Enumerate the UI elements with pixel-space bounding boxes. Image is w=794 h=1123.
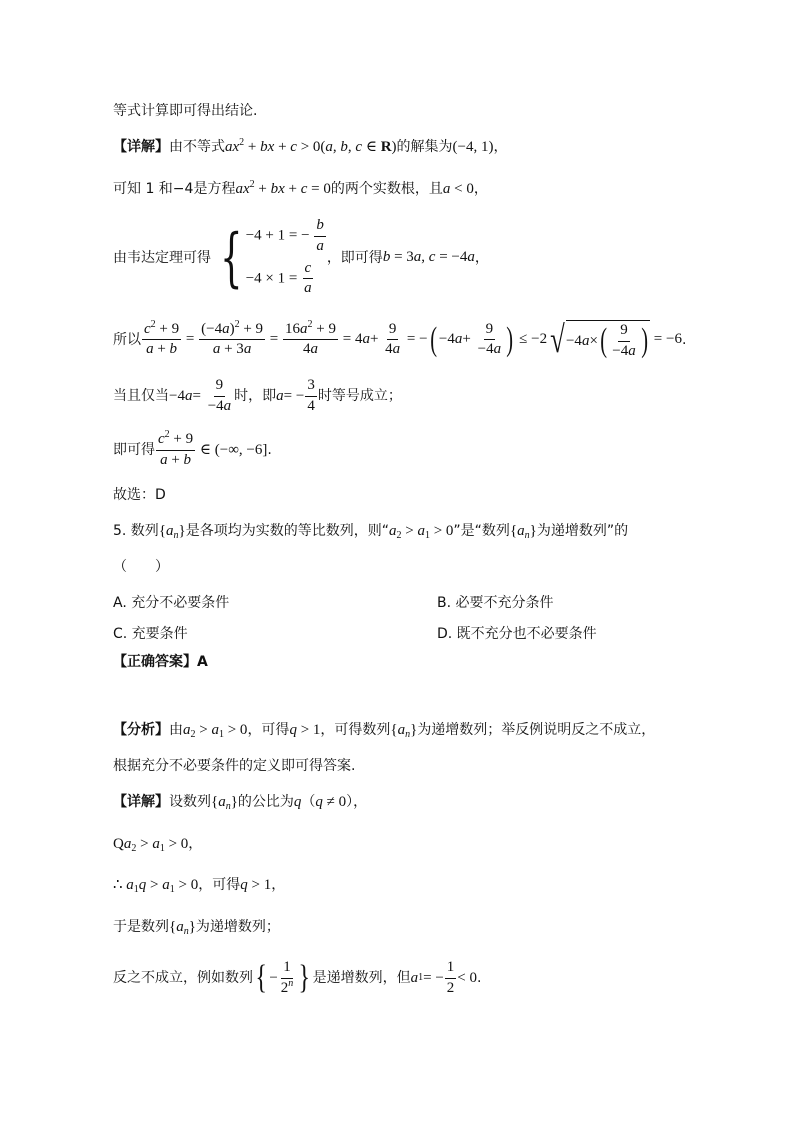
- question-5: [113, 524, 628, 539]
- detail-tag: 【详解】: [113, 794, 169, 810]
- text-span: 为递增数列”的: [536, 523, 629, 539]
- text-span: 是递增数列，但: [312, 970, 411, 987]
- text-line-4: 由韦达定理可得 { −4 + 1 = − $\frac{b}{a}$ −4 × 1 = $\frac{c}{a}$ ，即可得 b = 3a, c = −4a ，: [113, 217, 489, 297]
- text-line-7: 即可得 $\frac{c^2 + 9}{a + b}$ ∈ (−∞, −6] .: [113, 429, 272, 468]
- text-span: 由韦达定理可得: [113, 249, 211, 266]
- math-derivation: $\frac{c^2 + 9}{a + b}$ = $\frac{(-4a)^2 + 9}{a + 3a}$ = $\frac{16a^2 + 9}{4a}$ = 4 a + $\frac{9}{4a}$ = − ( −4 a + $\frac{9}{-4a}$ ) ≤ −2 √ −4 a × ( $\frac{9}{-4a}$ ) = −6: [144, 318, 682, 361]
- text-line-6: [113, 378, 402, 415]
- text-span: 反之不成立，例如数列: [113, 970, 253, 987]
- text-span: 由不等式: [169, 139, 225, 155]
- text-span: ），: [346, 794, 368, 810]
- text-span: 即可得: [113, 442, 155, 459]
- text-span: 时等号成立；: [317, 388, 402, 405]
- detail-line-5: 反之不成立，例如数列 { − $\frac{1}{2^n}$ } 是递增数列，但 a 1 = − $\frac{1}{2}$ < 0 .: [113, 959, 482, 997]
- text-span: ，可得: [247, 722, 290, 738]
- text-line-1: 等式计算即可得出结论.: [113, 103, 258, 119]
- text-span: 的解集为: [396, 139, 453, 155]
- detail-line-4: [113, 920, 280, 935]
- text-span: 为递增数列；举反例说明反之不成立，: [417, 722, 656, 738]
- math-range: $\frac{c^2 + 9}{a + b}$ ∈ (−∞, −6]: [158, 429, 268, 468]
- math-sequence: $\{a_n\}$: [509, 523, 537, 541]
- math-inequality: $ax^2$ + bx + c > 0(a, b, c ∈ R): [225, 137, 397, 155]
- math-equality-condition: −4 a = $\frac{9}{-4a}$: [169, 377, 232, 414]
- text-span: 为递增数列；: [195, 919, 280, 935]
- text-span: 是各项均为实数的等比数列，则“: [185, 523, 389, 539]
- math-system: −4 + 1 = − $\frac{b}{a}$ −4 × 1 = $\frac{c}{a}$: [245, 217, 324, 297]
- option-b: B. 必要不充分条件: [437, 595, 554, 611]
- math-condition: $Qa_2 > a_1 > 0$: [113, 836, 189, 854]
- text-span: 的两个实数根，且: [330, 181, 443, 197]
- detail-line-2: $Qa_2 > a_1 > 0$，: [113, 836, 203, 854]
- text-span: 时，即: [234, 388, 277, 405]
- correct-answer: 【正确答案】A: [113, 654, 208, 670]
- text-span: 由: [169, 722, 183, 738]
- text-span: 可知 1 和−4是方程: [113, 181, 236, 197]
- text-span: 当且仅当: [113, 388, 169, 405]
- analysis-tag: 【分析】: [113, 722, 169, 738]
- math-condition: $a_2 > a_1 > 0$: [388, 523, 454, 541]
- text-span: ，即可得: [326, 249, 383, 266]
- option-d: D. 既不充分也不必要条件: [437, 626, 597, 642]
- math-result: b = 3a, c = −4a: [382, 249, 475, 265]
- text-span: （: [301, 794, 316, 810]
- math-q: q: [293, 794, 302, 810]
- option-a: A. 充分不必要条件: [113, 595, 230, 611]
- text-span: ”是“数列: [453, 523, 510, 539]
- math-condition: $a_2 > a_1 > 0$: [183, 722, 248, 740]
- detail-line-3: ∴ $a_1q > a_1 > 0$，可得q > 1，: [113, 877, 286, 895]
- math-interval: (−4, 1): [452, 139, 494, 155]
- text-line-8: 故选：D: [113, 487, 166, 503]
- answer-paren: （ ）: [113, 559, 169, 575]
- analysis-line-1: [113, 723, 655, 738]
- math-sequence: $\{a_n\}$: [390, 722, 418, 740]
- math-sequence: $\{a_n\}$: [169, 919, 196, 937]
- text-span: 的公比为: [237, 794, 294, 810]
- math-example-sequence: { − $\frac{1}{2^n}$ }: [255, 959, 311, 997]
- brace-symbol: {: [220, 220, 243, 295]
- math-q-nonzero: q ≠ 0: [315, 794, 347, 810]
- math-sequence: $\{a_n\}$: [211, 794, 238, 812]
- math-q: q > 1: [289, 722, 321, 738]
- math-equation: $ax^2$ + bx + c = 0: [235, 179, 331, 197]
- math-a-value: a = − $\frac{3}{4}$: [276, 377, 315, 414]
- text-span: 设数列: [169, 794, 211, 810]
- text-line-5: 所以 $\frac{c^2 + 9}{a + b}$ = $\frac{(-4a)^2 + 9}{a + 3a}$ = $\frac{16a^2 + 9}{4a}$ = 4 a + $\frac{9}{4a}$ = − ( −4 a + $\frac{9}{-4a}$ ) ≤ −2 √ −4 a × ( $\frac{9}{-4a}$ ) = −6 .: [113, 318, 687, 361]
- text-span: 于是数列: [113, 919, 169, 935]
- detail-line-1: [113, 795, 367, 810]
- text-line-3: 可知 1 和−4是方程$ax^2$ + bx + c = 0的两个实数根，且a < 0，: [113, 179, 488, 197]
- math-q: q > 1: [240, 877, 272, 893]
- text-span: ，可得数列: [320, 722, 391, 738]
- text-line-2: 【详解】由不等式$ax^2$ + bx + c > 0(a, b, c ∈ R)的解集为(−4, 1)，: [113, 137, 508, 155]
- text-span: 5. 数列: [113, 523, 159, 539]
- math-sequence: $\{a_n\}$: [158, 523, 186, 541]
- math-a1-value: a 1 = − $\frac{1}{2}$ < 0: [410, 959, 478, 996]
- text-span: 所以: [113, 331, 141, 348]
- analysis-line-2: 根据充分不必要条件的定义即可得答案.: [113, 758, 356, 774]
- math-derivation: ∴ $a_1q > a_1 > 0$: [113, 877, 199, 895]
- detail-tag: 【详解】: [113, 139, 169, 155]
- option-c: C. 充要条件: [113, 626, 188, 642]
- math-condition: a < 0: [442, 181, 474, 197]
- text-span: ，可得: [198, 877, 241, 893]
